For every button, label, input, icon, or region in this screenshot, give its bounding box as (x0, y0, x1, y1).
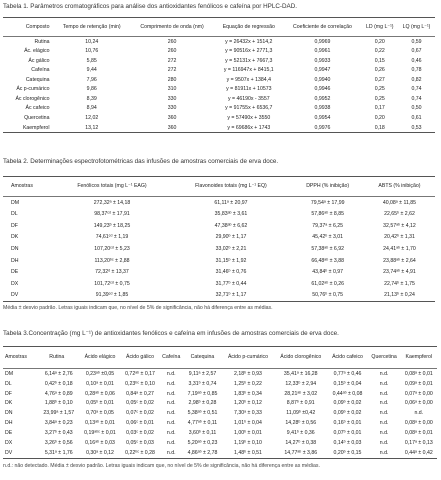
table2-cell: DK (11, 234, 19, 241)
table3-cell: 0,44ᵃᵇ ± 0,08 (332, 390, 363, 397)
table1-cell: Ác. elágico (24, 48, 50, 55)
table3-cell: 1,20ᵇ ± 0,12 (234, 400, 262, 407)
table1-cell: Cafeína (31, 67, 50, 74)
table2-cell: 91,39ᶜᵈ ± 1,85 (95, 292, 129, 299)
table3-header-cell: Quercetina (368, 347, 401, 369)
table1-cell: 0,46 (411, 57, 422, 64)
table3-cell: DV (5, 449, 13, 456)
table1-cell: y = 52131x + 7667,3 (225, 57, 273, 64)
table2-cell: 31,46ᵇ ± 0,76 (215, 269, 247, 276)
table3-body (3, 369, 437, 459)
table1-row (3, 37, 435, 47)
table3-row (3, 438, 437, 448)
table3-cell: 1,48ᵇ ± 0,51 (234, 449, 262, 456)
table2-row (3, 232, 435, 244)
table1-cell: 272 (167, 67, 177, 74)
table3-cell: 0,08ᵃ ± 0,01 (404, 430, 433, 437)
table2-cell: DN (11, 246, 19, 253)
table3-header-cell: Amostras (3, 347, 34, 369)
table2-cell: 22,74ᵇ ± 1,75 (384, 280, 415, 287)
table1-cell: 0,25 (374, 95, 385, 102)
table3-header-cell: Ácido clorogênico (274, 347, 327, 369)
table3-cell: 0,42ᵇ ± 0,18 (44, 380, 73, 387)
table1-cell: 330 (167, 95, 177, 102)
table3-caption: Tabela 3.Concentração (mg L⁻¹) de antioxidantes fenólicos e cafeína em infusões de amostras comerciais de erva doce. (3, 330, 339, 337)
table3-header-cell: Ácido elágico (79, 347, 120, 369)
table3-row (3, 418, 437, 428)
table3-cell: 0,09ᵃ ± 0,01 (404, 380, 433, 387)
table1-cell: Kaempferol (22, 124, 50, 131)
table3-cell: 0,22ᵇᶜ ± 0,28 (125, 449, 155, 456)
table3-cell: n.d. (166, 440, 176, 447)
table3-cell: DL (5, 380, 12, 387)
table3-cell: DK (5, 400, 13, 407)
table1-cell: 0,27 (374, 76, 385, 83)
table1-cell: 0,25 (374, 86, 385, 93)
table3-header-row (3, 347, 437, 369)
table1-row (3, 94, 435, 104)
table3-cell: 0,23ᵃᵇ ±0,05 (85, 370, 115, 377)
table2-cell: DH (11, 257, 19, 264)
table3-cell: 0,16ᵃᵇ ± 0,03 (85, 440, 115, 447)
table2-cell: 272,32ᵃ ± 14,18 (93, 199, 131, 206)
table2-cell: 24,41ᵃᵇ ± 1,70 (383, 246, 416, 253)
table1-cell: 8,94 (86, 105, 97, 112)
table2-cell: 31,77ᵇ ± 0,44 (215, 280, 247, 287)
table3-cell: n.d. (379, 390, 389, 397)
table3-cell: 0,44ᵃ ± 0,42 (404, 449, 433, 456)
table3-cell: 0,16ᵇ ± 0,01 (333, 420, 362, 427)
table1-cell: 0,9952 (314, 95, 331, 102)
table1-cell: 0,18 (374, 124, 385, 131)
table1-cell: y = 69686x + 1743 (227, 124, 271, 131)
table3-cell: 1,01ᵇ ± 0,04 (234, 420, 262, 427)
table2-row (3, 220, 435, 232)
table1-header-cell: Equação de regressão (214, 18, 283, 37)
table3-cell: 7,19ᵃᵇ ± 0,85 (187, 390, 218, 397)
table1-row (3, 75, 435, 85)
table2-row (3, 255, 435, 267)
table3-cell: 0,15ᵇ ± 0,04 (333, 380, 362, 387)
table3-cell: 14,27ᵇ ± 0,38 (285, 440, 317, 447)
table3-header-cell: Ácido p-cumárico (222, 347, 274, 369)
table2-header-cell: Amostras (3, 177, 53, 197)
table1-cell: 9,44 (86, 67, 97, 74)
table2-cell: DM (11, 199, 20, 206)
table1-cell: 0,20 (374, 38, 385, 45)
table3-cell: 0,17ᵃ ± 0,13 (404, 440, 433, 447)
table3-cell: 0,03ᶜ ± 0,02 (126, 430, 154, 437)
table2-cell: 79,54ᵃ ± 17,99 (310, 199, 345, 206)
table3-cell: 0,28ᵃᵇ ± 0,06 (85, 390, 115, 397)
table3-cell: DE (5, 430, 13, 437)
table3-cell: 5,38ᵃᵇ ± 0,51 (187, 410, 218, 417)
table2-cell: 22,65ᵇ ± 2,62 (384, 211, 415, 218)
table3-row (3, 428, 437, 438)
table1-cell: y = 57490x + 3550 (227, 115, 271, 121)
table2-cell: 74,61ᶜᵈ ± 1,19 (95, 234, 129, 241)
table1-cell: y = 91755x + 6536,7 (225, 105, 273, 112)
table1-cell: Ác gálico (28, 57, 50, 64)
table3-cell: 1,88ᵇ ± 0,10 (44, 400, 73, 407)
table3-cell: 2,98ᵇ ± 0,28 (188, 400, 217, 407)
table1-cell: 0,20 (374, 115, 385, 121)
table1-header-cell: Tempo de retenção (min) (53, 18, 130, 37)
table2-cell: DV (11, 292, 19, 299)
table3-cell: 0,07ᶜ ± 0,02 (126, 410, 154, 417)
table3-header-cell: Ácido cafeico (327, 347, 367, 369)
table2-header-row (3, 177, 435, 197)
table2-cell: 31,15ᵇ ± 1,92 (215, 257, 247, 264)
table3-cell: 0,05ᵇ ± 0,01 (86, 400, 114, 407)
table2-cell: 50,76ᵇ ± 0,75 (312, 292, 344, 299)
table1-cell: 10,24 (85, 38, 99, 45)
table3-header-cell: Kaempferol (401, 347, 437, 369)
table3-cell: 0,13ᵃᵇ ± 0,01 (85, 420, 115, 427)
table3-header-cell: Cafeína (159, 347, 183, 369)
table1-cell: 0,26 (374, 67, 385, 74)
table3 (3, 346, 437, 459)
table2-cell: 47,38ᵃᵇ ± 6,62 (214, 222, 248, 229)
table2-cell: 23,74ᵃᵇ ± 4,91 (383, 269, 416, 276)
table1-cell: 13,12 (85, 124, 99, 131)
table2-row (3, 243, 435, 255)
table3-cell: 5,31ᵃ ± 1,76 (44, 449, 73, 456)
table2-cell: 29,90ᵇ ± 1,17 (215, 234, 247, 241)
table1-row (3, 56, 435, 66)
table3-cell: n.d. (166, 430, 176, 437)
table2-cell: 32,71ᵇ ± 1,17 (215, 292, 247, 299)
table1-cell: 0,82 (411, 76, 422, 83)
table1-cell: 8,39 (86, 95, 97, 102)
table3-cell: n.d. (166, 420, 176, 427)
table3-cell: 1,83ᵇ ± 0,34 (234, 390, 262, 397)
table3-cell: n.d. (166, 400, 176, 407)
table3-row (3, 399, 437, 409)
table1-cell: 360 (167, 115, 177, 121)
table2-cell: 149,23ᵇ ± 18,25 (93, 222, 131, 229)
table2-cell: 33,02ᵇ ± 2,21 (215, 246, 247, 253)
table1-cell: Rutina (34, 38, 50, 45)
table3-cell: 0,72ᵃᵇ ± 0,17 (125, 370, 155, 377)
table1-cell: 0,74 (411, 95, 422, 102)
table3-header-cell: Ácido gálico (121, 347, 160, 369)
table3-cell: 3,84ᵃ ± 0,23 (44, 420, 73, 427)
table2-cell: 20,42ᵇ ± 1,31 (384, 234, 415, 241)
table3-row (3, 389, 437, 399)
table1-row (3, 123, 435, 133)
table1-cell: Ác clorogênico (15, 95, 50, 102)
table3-cell: 4,76ᵃ ± 0,89 (44, 390, 73, 397)
table1-cell: y = 90516x + 2771,3 (225, 48, 273, 55)
table2-cell: 107,20ᶜᵈ ± 5,23 (94, 246, 130, 253)
table3-cell: n.d. (379, 400, 389, 407)
table1-cell: 9,86 (86, 86, 97, 93)
table3-cell: 0,10ᵃ ± 0,01 (86, 380, 114, 387)
table2-cell: 61,02ᵃᵇ ± 0,26 (311, 280, 345, 287)
table1-cell: 360 (167, 124, 177, 131)
table1-row (3, 85, 435, 95)
table3-cell: 23,99ᵃ ± 1,57 (43, 410, 75, 417)
table1-header-cell: LD (mg L⁻¹) (362, 18, 399, 37)
table3-cell: 0,84ᵃ ± 0,27 (126, 390, 154, 397)
table3-cell: 2,18ᵇ ± 0,93 (234, 370, 262, 377)
table1-cell: Quercetina (24, 115, 50, 121)
table1-cell: 0,78 (411, 67, 422, 74)
table3-cell: n.d. (379, 449, 389, 456)
table2-row (3, 197, 435, 209)
table3-cell: DX (5, 440, 13, 447)
table1-cell: 260 (167, 38, 177, 45)
table1-cell: 0,22 (374, 48, 385, 55)
table1-cell: 0,61 (411, 115, 422, 121)
table3-cell: 0,77ᵃ ± 0,46 (333, 370, 362, 377)
table3-cell: DF (5, 390, 12, 397)
table1-cell: 7,96 (86, 76, 97, 83)
table3-cell: n.d. (379, 410, 389, 417)
table3-cell: n.d. (379, 440, 389, 447)
table3-header-cell: Catequina (183, 347, 222, 369)
table3-cell: n.d. (379, 430, 389, 437)
table1-cell: 330 (167, 105, 177, 112)
table2-cell: 57,86ᵃᵇ ± 8,85 (311, 211, 345, 218)
table2-cell: DL (11, 211, 18, 218)
table3-cell: 0,05ᶜ ± 0,03 (126, 440, 154, 447)
table2-cell: DF (11, 222, 18, 229)
table1-header-cell: Comprimento de onda (nm) (130, 18, 214, 37)
table3-header-cell: Rutina (34, 347, 79, 369)
table1-cell: 280 (167, 76, 177, 83)
table3-cell: n.d. (379, 370, 389, 377)
table1-cell: 0,9969 (314, 38, 331, 45)
table1-cell: 0,9976 (314, 124, 331, 131)
table1-cell: 272 (167, 57, 177, 64)
table1-caption: Tabela 1. Parâmetros cromatográficos para análise dos antioxidantes fenólicos e cafeína por HPLC-DAD. (3, 3, 298, 10)
table3-cell: 3,31ᵇ ± 0,74 (188, 380, 217, 387)
table1-header-cell: Coeficiente de correlação (283, 18, 361, 37)
table1-cell: y = 9507x + 1384,4 (226, 76, 272, 83)
table1-cell: 0,9940 (314, 76, 331, 83)
table3-cell: 5,20ᵃᵇ ± 0,23 (187, 440, 218, 447)
table3-row (3, 448, 437, 458)
table3-note: n.d.: não detectado. Média ± desvio padrão. Letras iguais indicam que, no nível de 5% de significância, não há diferença entre as médias. (3, 463, 320, 469)
table3-cell: 6,14ᵃ ± 2,76 (44, 370, 73, 377)
table1-cell: Catequina (25, 76, 50, 83)
table2-cell: 45,42ᵇ ± 3,01 (312, 234, 344, 241)
table3-cell: 3,60ᵇ ± 0,11 (188, 430, 217, 437)
table3-cell: 0,09ᵇ ± 0,02 (333, 410, 362, 417)
table1-cell: y = 81911x + 10573 (226, 86, 272, 93)
table1-cell: 0,59 (411, 38, 422, 45)
table2-header-cell: Fenólicos totais (mg L⁻¹ EAG) (53, 177, 170, 197)
table3-row (3, 369, 437, 379)
table3-cell: 0,06ᵃ ± 0,00 (404, 400, 433, 407)
table3-cell: 0,20ᵇ ± 0,15 (333, 449, 362, 456)
table2-note: Média ± desvio padrão. Letras iguais indicam que, no nível de 5% de significância, não há diferença entre as médias. (3, 305, 273, 311)
table3-cell: 0,07ᵃ ± 0,00 (404, 390, 433, 397)
table3-cell: 3,26ᵇ ± 0,56 (44, 440, 73, 447)
table2 (3, 176, 435, 302)
table3-cell: n.d. (414, 410, 424, 417)
table2-row (3, 278, 435, 290)
table3-cell: n.d. (166, 370, 176, 377)
table2-cell: 72,32ᵈ ± 13,37 (95, 269, 129, 276)
table2-header-cell: Flavonoides totais (mg L⁻¹ EQ) (171, 177, 292, 197)
table2-cell: 98,37ᶜᵈ ± 17,91 (94, 211, 130, 218)
table1-cell: y = 116947x + 8415,1 (223, 67, 274, 74)
table1-cell: Ác p-cumárico (16, 86, 50, 93)
table2-cell: 61,11ᵃ ± 20,97 (214, 199, 248, 206)
table1-cell: 0,9961 (314, 48, 331, 55)
table1-cell: Ác cafeico (25, 105, 50, 112)
table2-cell: 113,20ᵇᶜ ± 2,88 (94, 257, 130, 264)
table3-cell: 35,41ᵃ ± 16,28 (283, 370, 318, 377)
table2-cell: DE (11, 269, 19, 276)
table1-cell: y = 26432x + 1514,2 (225, 38, 273, 45)
table1-cell: 0,50 (411, 105, 422, 112)
table2-cell: 21,13ᵇ ± 0,24 (384, 292, 415, 299)
table3-cell: n.d. (166, 380, 176, 387)
table1-cell: y = 46190x - 3557 (227, 95, 270, 102)
table3-cell: 7,30ᵃ ± 0,33 (234, 410, 262, 417)
table3-cell: 0,05ᶜ ± 0,02 (126, 400, 154, 407)
table3-cell: 0,08ᵃ ± 0,01 (404, 370, 433, 377)
table2-cell: 43,84ᵇ ± 0,97 (312, 269, 344, 276)
table3-cell: n.d. (166, 390, 176, 397)
table1-cell: 0,9933 (314, 57, 331, 64)
table3-cell: 0,19ᵃᵇᶜ ± 0,01 (84, 430, 116, 437)
table2-header-cell: DPPH (% inibição) (291, 177, 364, 197)
table1-header-row (3, 18, 435, 37)
table3-cell: 1,00ᵇ ± 0,01 (234, 430, 262, 437)
table3-cell: DM (5, 370, 14, 377)
table2-header-cell: ABTS (% inibição) (364, 177, 435, 197)
table3-cell: 0,23ᵇᶜ ± 0,10 (125, 380, 155, 387)
table1-cell: 310 (167, 86, 177, 93)
table1-body (3, 37, 435, 133)
table1-cell: 0,9947 (314, 67, 331, 74)
table3-cell: 14,28ᵇ ± 0,56 (285, 420, 317, 427)
table1-cell: 0,67 (411, 48, 422, 55)
table2-cell: 79,37ᵃ ± 6,25 (312, 222, 344, 229)
table2-cell: 57,38ᵃᵇ ± 6,92 (311, 246, 345, 253)
table3-cell: 8,87ᵇ ± 0,91 (286, 400, 315, 407)
table2-cell: 40,08ᵃ ± 11,85 (382, 199, 417, 206)
table3-cell: n.d. (166, 410, 176, 417)
table3-row (3, 379, 437, 389)
table3-cell: DN (5, 410, 13, 417)
table1-cell: 10,76 (85, 48, 99, 55)
table1-cell: 0,74 (411, 86, 422, 93)
table2-body (3, 197, 435, 302)
table3-cell: 0,06ᶜ ± 0,01 (126, 420, 154, 427)
table3-cell: 3,27ᵇ ± 0,43 (44, 430, 73, 437)
table1-row (3, 104, 435, 114)
table3-cell: 1,19ᵇ ± 0,10 (234, 440, 262, 447)
table3-cell: 0,14ᵇ ± 0,03 (333, 440, 362, 447)
table2-row (3, 290, 435, 302)
table1-cell: 260 (167, 48, 177, 55)
table1-cell: 0,9938 (314, 105, 331, 112)
table3-row (3, 409, 437, 419)
table3-cell: 9,41ᵇ ± 0,36 (286, 430, 315, 437)
table3-cell: n.d. (379, 420, 389, 427)
table3-cell: n.d. (166, 449, 176, 456)
table1-cell: 0,9946 (314, 86, 331, 93)
table3-cell: 12,33ᵇ ± 2,94 (285, 380, 317, 387)
table3-cell: 0,70ᵃ ± 0,05 (86, 410, 114, 417)
table1-cell: 0,15 (374, 57, 385, 64)
table1-row (3, 66, 435, 76)
table2-row (3, 267, 435, 279)
table1-header-cell: Composto (3, 18, 53, 37)
table1-cell: 12,02 (85, 115, 99, 121)
table2-cell: 101,72ᶜᵈ ± 0,75 (94, 280, 130, 287)
table1-cell: 0,53 (411, 124, 422, 131)
table1-row (3, 113, 435, 123)
table2-cell: DX (11, 280, 19, 287)
table3-cell: 0,08ᵃ ± 0,00 (404, 420, 433, 427)
table3-cell: 1,25ᵇ ± 0,22 (234, 380, 262, 387)
table3-cell: 14,77ᵃᵇ ± 3,86 (284, 449, 318, 456)
table3-cell: 0,30ᵃ ± 0,12 (86, 449, 114, 456)
table3-cell: 0,09ᵇ ± 0,02 (333, 400, 362, 407)
table2-cell: 66,48ᵃᵇ ± 3,88 (311, 257, 345, 264)
table2-cell: 35,83ᵃᵇ ± 3,61 (214, 211, 248, 218)
table3-cell: 4,77ᵃᵇ ± 0,11 (187, 420, 218, 427)
table1 (3, 17, 435, 133)
table3-cell: 9,11ᵃ ± 2,57 (188, 370, 217, 377)
table3-cell: 0,07ᵇ ± 0,01 (333, 430, 362, 437)
table3-cell: n.d. (379, 380, 389, 387)
table1-cell: 5,85 (86, 57, 97, 64)
table2-row (3, 209, 435, 221)
table3-cell: 11,09ᵇ ±0,42 (286, 410, 316, 417)
table2-caption: Tabela 2. Determinações espectrofotométricas das infusões de amostras comerciais de erva doce. (3, 158, 279, 165)
table1-cell: 0,9954 (314, 115, 331, 121)
table1-header-cell: LQ (mg L⁻¹) (398, 18, 435, 37)
table2-cell: 32,57ᵃᵇ ± 4,12 (383, 222, 416, 229)
table1-cell: 0,17 (374, 105, 385, 112)
table3-cell: 4,86ᵃᵇ ± 2,78 (187, 449, 218, 456)
table3-cell: 28,21ᵃᵇ ± 3,02 (284, 390, 318, 397)
table3-cell: DH (5, 420, 13, 427)
table1-row (3, 47, 435, 57)
table2-cell: 23,88ᵃᵇ ± 2,64 (383, 257, 416, 264)
